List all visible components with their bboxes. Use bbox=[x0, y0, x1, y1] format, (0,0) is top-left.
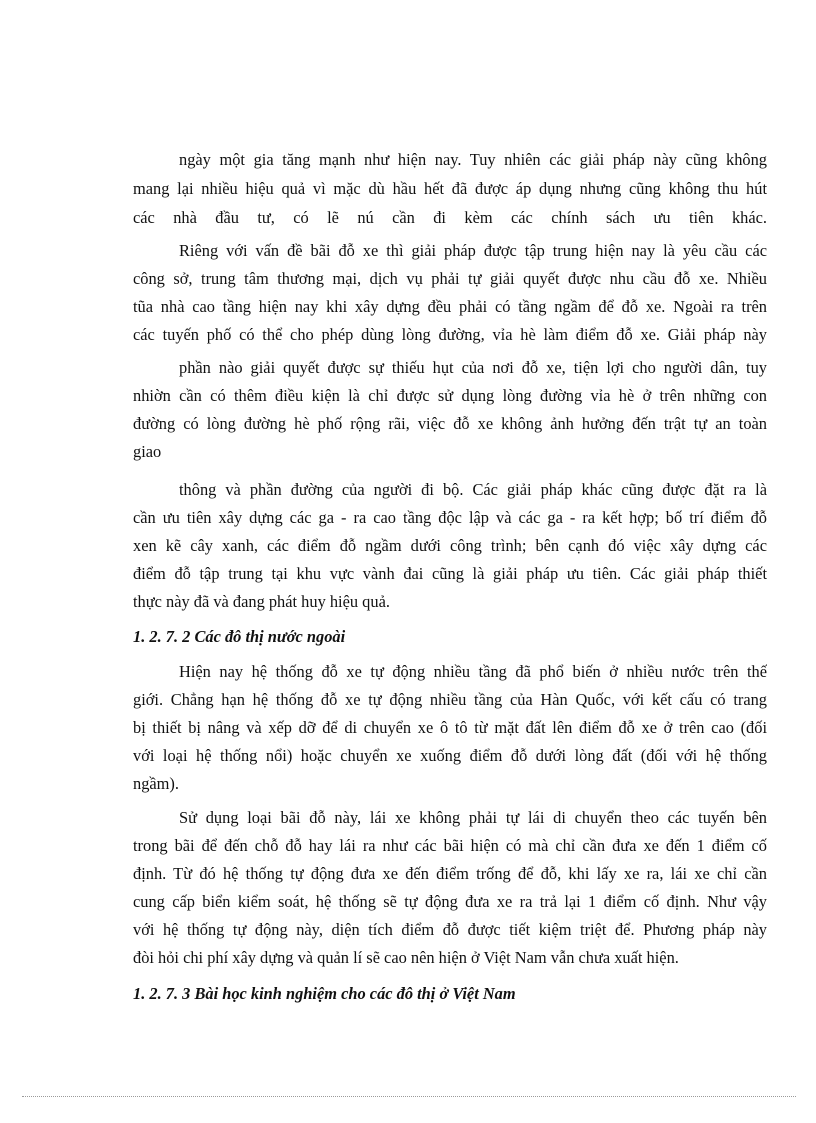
text-line: Riêng với vấn đề bãi đỗ xe thì giải pháp được tập trung hiện nay là yêu cầu các bbox=[179, 241, 767, 260]
section-heading: 1. 2. 7. 3 Bài học kinh nghiệm cho các đô thị ở Việt Nam bbox=[133, 984, 516, 1003]
text-line: Sử dụng loại bãi đỗ này, lái xe không phải tự lái di chuyển theo các tuyến bên bbox=[179, 808, 767, 827]
text-line: công sở, trung tâm thương mại, dịch vụ phải tự giải quyết được nhu cầu đỗ xe. Nhiều bbox=[133, 269, 767, 288]
text-line: giới. Chẳng hạn hệ thống đỗ xe tự động nhiều tầng của Hàn Quốc, với kết cấu có trang bbox=[133, 690, 767, 709]
text-line: với loại hệ thống nổi) hoặc chuyển xe xuống điểm đỗ dưới lòng đất (đối với hệ thống bbox=[133, 746, 767, 765]
text-line: cung cấp biển kiểm soát, hệ thống sẽ tự động đưa xe ra trả lại 1 điểm cố định. Như vậy bbox=[133, 892, 767, 911]
text-line: đường có lòng đường hè phố rộng rãi, việc đỗ xe không ảnh hưởng đến trật tự an toàn bbox=[133, 414, 767, 433]
text-line: giao bbox=[133, 442, 162, 461]
text-line: nhiờn cần có thêm điều kiện là chỉ được sử dụng lòng đường vỉa hè ở trên những con bbox=[133, 386, 767, 405]
text-line: các nhà đầu tư, có lẽ nú cần đi kèm các chính sách ưu tiên khác. bbox=[133, 208, 767, 227]
text-line: Hiện nay hệ thống đỗ xe tự động nhiều tầng đã phổ biến ở nhiều nước trên thế bbox=[179, 662, 767, 681]
text-line: định. Từ đó hệ thống tự động đưa xe đến điểm trống để đỗ, khi lấy xe ra, lái xe chỉ cần bbox=[133, 864, 767, 883]
text-line: xen kẽ cây xanh, các điểm đỗ ngầm dưới công trình; bên cạnh đó việc xây dựng các bbox=[133, 536, 767, 555]
text-line: thông và phần đường của người đi bộ. Các giải pháp khác cũng được đặt ra là bbox=[179, 480, 767, 499]
text-line: đòi hỏi chi phí xây dựng và quản lí sẽ cao nên hiện ở Việt Nam vẫn chưa xuất hiện. bbox=[133, 948, 679, 967]
text-line: thực này đã và đang phát huy hiệu quả. bbox=[133, 592, 390, 611]
text-line: ngày một gia tăng mạnh như hiện nay. Tuy nhiên các giải pháp này cũng không bbox=[179, 150, 767, 169]
text-line: điểm đỗ tập trung tại khu vực vành đai cũng là giải pháp ưu tiên. Các giải pháp thiết bbox=[133, 564, 767, 583]
text-line: các tuyến phố có thể cho phép dùng lòng đường, vỉa hè làm điểm đỗ xe. Giải pháp này bbox=[133, 325, 767, 344]
text-line: mang lại nhiều hiệu quả vì mặc dù hầu hết đã được áp dụng nhưng cũng không thu hút bbox=[133, 179, 767, 198]
footer-divider bbox=[22, 1096, 796, 1097]
text-line: với hệ thống tự động này, diện tích điểm đỗ được tiết kiệm triệt để. Phương pháp này bbox=[133, 920, 767, 939]
text-line: bị thiết bị nâng và xếp dỡ để di chuyển xe ô tô từ mặt đất lên điểm đỗ xe ở trên cao (đối bbox=[133, 718, 767, 737]
text-line: trong bãi để đến chỗ đỗ hay lái ra như các bãi hiện có mà chỉ cần đưa xe đến 1 điểm cố bbox=[133, 836, 767, 855]
text-line: tũa nhà cao tầng hiện nay khi xây dựng đều phải có tầng ngầm để đỗ xe. Ngoài ra trên bbox=[133, 297, 767, 316]
text-line: ngầm). bbox=[133, 774, 179, 793]
text-line: phần nào giải quyết được sự thiếu hụt của nơi đỗ xe, tiện lợi cho người dân, tuy bbox=[179, 358, 767, 377]
section-heading: 1. 2. 7. 2 Các đô thị nước ngoài bbox=[133, 627, 346, 646]
text-line: cần ưu tiên xây dựng các ga - ra cao tầng độc lập và các ga - ra kết hợp; bố trí điểm đỗ bbox=[133, 508, 767, 527]
